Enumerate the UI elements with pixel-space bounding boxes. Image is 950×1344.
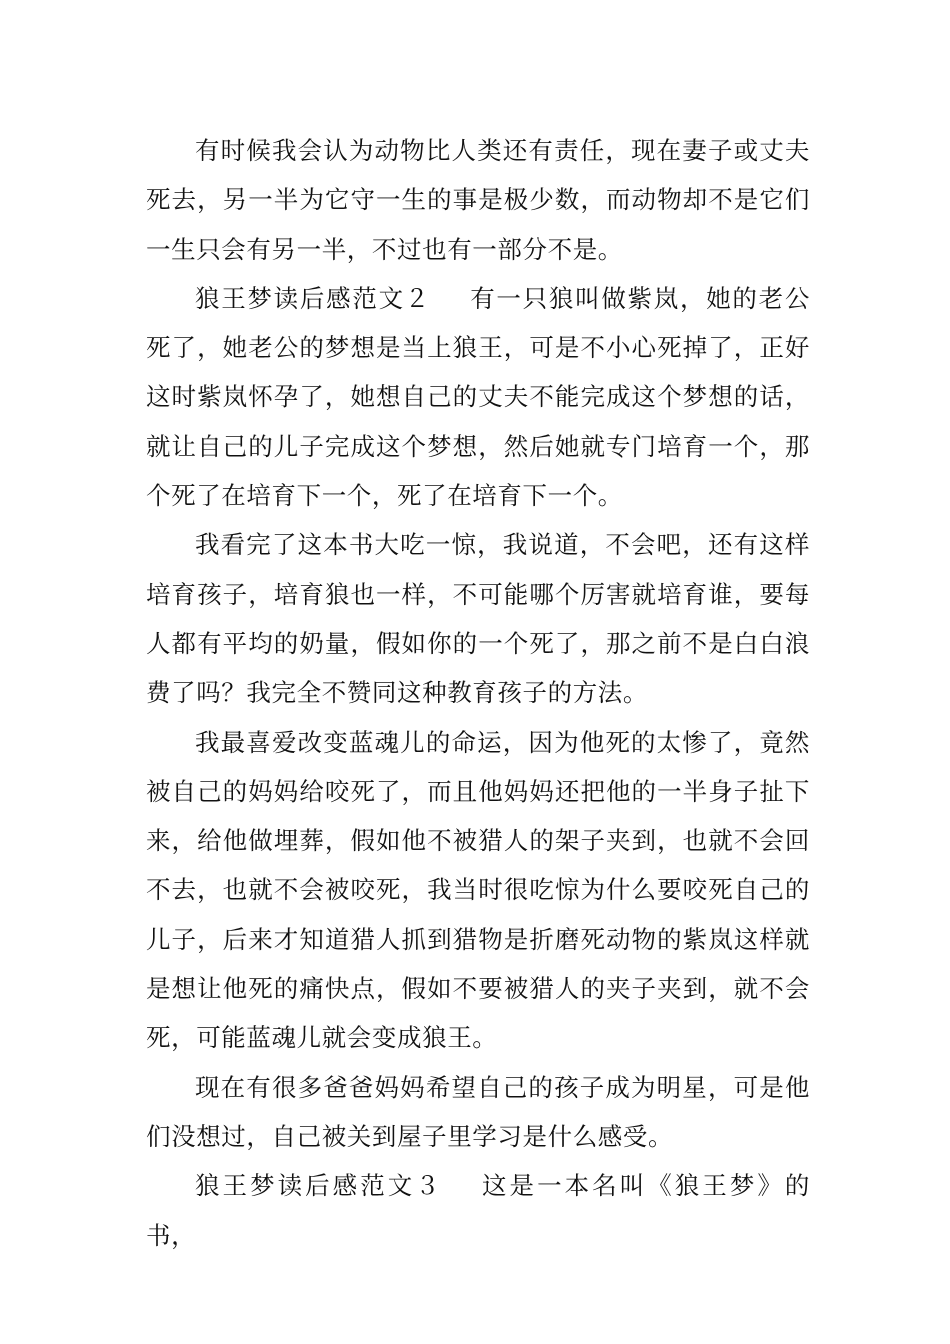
paragraph-4 bbox=[146, 718, 810, 1063]
paragraph-6-text: 这是一本名叫《狼王梦》的书， bbox=[146, 1171, 811, 1250]
document-page bbox=[146, 126, 810, 1260]
paragraph-2-text: 有一只狼叫做紫岚，她的老公死了，她老公的梦想是当上狼王，可是不小心死掉了，正好这时紫岚怀孕了，她想自己的丈夫不能完成这个梦想的话，就让自己的儿子完成这个梦想，然后她就专门培育一个，那个死了在培育下一个，死了在培育下一个。 bbox=[146, 283, 810, 511]
paragraph-6 bbox=[146, 1161, 810, 1260]
paragraph-5 bbox=[146, 1063, 810, 1162]
paragraph-1 bbox=[146, 126, 810, 274]
paragraph-5-text: 现在有很多爸爸妈妈希望自己的孩子成为明星，可是他们没想过，自己被关到屋子里学习是什么感受。 bbox=[146, 1072, 810, 1151]
paragraph-3 bbox=[146, 520, 810, 717]
essay-heading-2: 狼王梦读后感范文２ bbox=[195, 283, 432, 313]
paragraph-3-text: 我看完了这本书大吃一惊，我说道，不会吧，还有这样培育孩子，培育狼也一样，不可能哪个厉害就培育谁，要每人都有平均的奶量，假如你的一个死了，那之前不是白白浪费了吗？我完全不赞同这种教育孩子的方法。 bbox=[146, 530, 810, 708]
paragraph-2 bbox=[146, 274, 810, 520]
paragraph-1-text: 有时候我会认为动物比人类还有责任，现在妻子或丈夫死去，另一半为它守一生的事是极少数，而动物却不是它们一生只会有另一半，不过也有一部分不是。 bbox=[146, 136, 810, 264]
essay-heading-3: 狼王梦读后感范文３ bbox=[195, 1171, 443, 1201]
paragraph-4-text: 我最喜爱改变蓝魂儿的命运，因为他死的太惨了，竟然被自己的妈妈给咬死了，而且他妈妈还把他的一半身子扯下来，给他做埋葬，假如他不被猎人的架子夹到，也就不会回不去，也就不会被咬死，我当时很吃惊为什么要咬死自己的儿子，后来才知道猎人抓到猎物是折磨死动物的紫岚这样就是想让他死的痛快点，假如不要被猎人的夹子夹到，就不会死，可能蓝魂儿就会变成狼王。 bbox=[146, 727, 810, 1053]
